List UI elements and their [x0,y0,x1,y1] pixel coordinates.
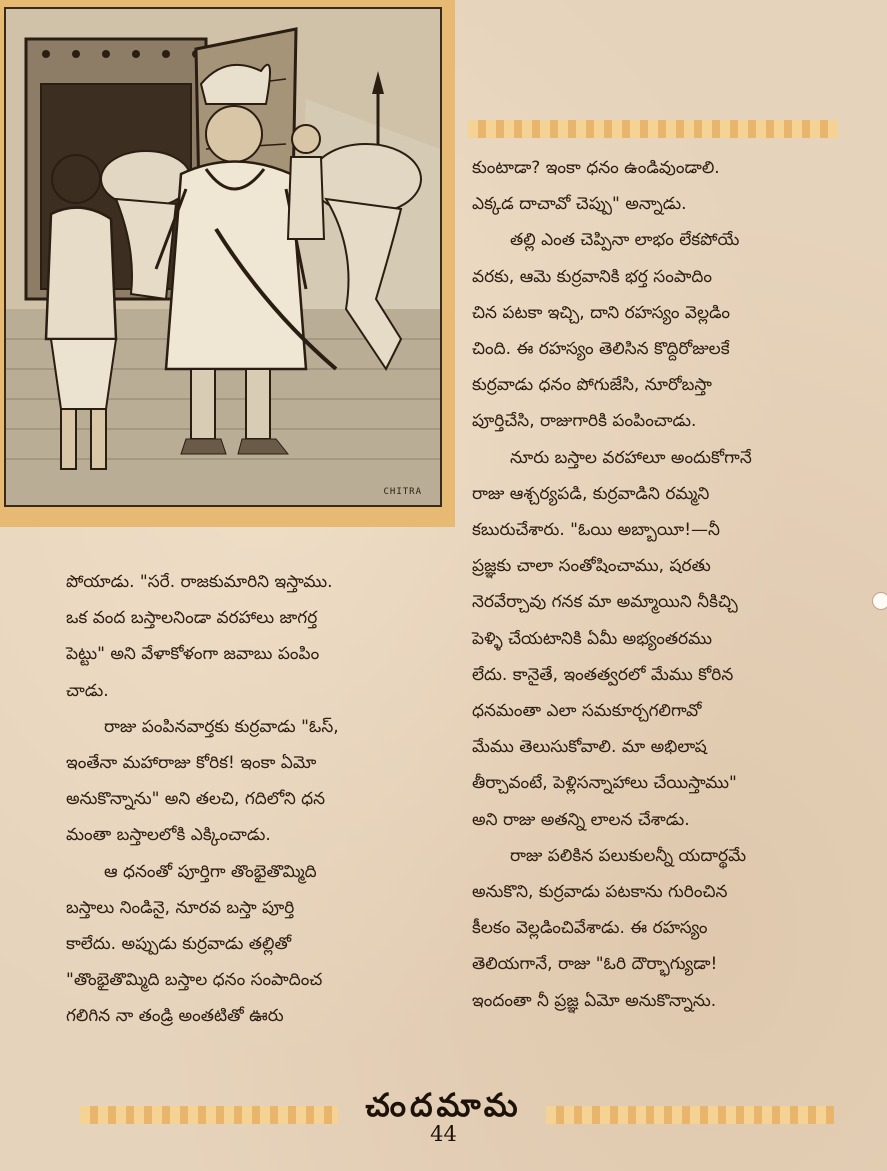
right-paragraph-4 [472,838,872,1019]
text-line: తెలియగానే, రాజు "ఓరి దౌర్భాగ్యుడా! [472,954,718,975]
text-line: పోయాడు. "సరే. రాజకుమారిని ఇస్తాము. [66,572,333,592]
text-line: చింది. ఈ రహస్యం తెలిసిన కొద్దిరోజులకే [472,339,730,360]
text-line: అనుకొన్నాను" అని తలచి, గదిలోని ధన [66,789,326,810]
page-number: 44 [430,1122,457,1146]
text-line: గలిగిన నా తండ్రి అంతటితో ఊరు [66,1006,284,1027]
text-line: రాజు ఆశ్చర్యపడి, కుర్రవాడిని రమ్మని [472,483,710,504]
illustration-drawing [6,9,440,505]
text-line: కబురుచేశారు. "ఓయి అబ్బాయీ!—నీ [472,520,720,541]
text-line: కుర్రవాడు ధనం పోగుజేసి, నూరోబస్తా [472,375,712,396]
text-line: కుంటాడా? ఇంకా ధనం ఉండివుండాలి. [472,158,720,178]
text-line: నెరవేర్చావు గనక మా అమ్మాయిని నీకిచ్చి [472,592,738,613]
text-line: ఒక వంద బస్తాలనిండా వరహాలు జాగర్త [66,608,318,629]
left-paragraph-1 [66,564,456,709]
text-line: బస్తాలు నిండినై, నూరవ బస్తా పూర్తి [66,897,295,918]
right-column [472,150,872,1019]
text-line: ప్రజ్ఞకు చాలా సంతోషించాము, షరతు [472,556,711,577]
text-line: అని రాజు అతన్ని లాలన చేశాడు. [472,809,690,830]
decorative-band-top [468,120,838,138]
text-line: ఎక్కడ దాచావో చెప్పు" అన్నాడు. [472,194,687,215]
right-paragraph-1 [472,150,872,222]
artist-signature: CHITRA [383,487,422,497]
text-line: తీర్చావంటే, పెళ్లిసన్నాహాలు చేయిస్తాము" [472,773,737,794]
text-line: రాజు పంపినవార్తకు కుర్రవాడు "ఓస్, [104,716,339,737]
right-paragraph-2 [472,222,872,439]
text-line: ఇంతేనా మహారాజు కోరిక! ఇంకా ఏమో [66,753,317,774]
illustration-frame [0,0,455,527]
left-paragraph-3 [66,854,456,1035]
magazine-masthead: చందమామ [365,1086,522,1124]
story-illustration [4,7,442,507]
text-line: తల్లి ఎంత చెప్పినా లాభం లేకపోయే [510,230,740,251]
left-column [66,564,456,1035]
left-paragraph-2 [66,709,456,854]
text-line: లేదు. కానైతే, ఇంతత్వరలో మేము కోరిన [472,664,734,685]
text-line: మేము తెలుసుకోవాలి. మా అభిలాష [472,737,707,758]
text-line: ఇందంతా నీ ప్రజ్ఞ ఏమో అనుకొన్నాను. [472,990,717,1011]
text-line: మంతా బస్తాలలోకి ఎక్కించాడు. [66,825,271,846]
text-line: పూర్తిచేసి, రాజుగారికి పంపించాడు. [472,411,697,432]
text-line: చిన పటకా ఇచ్చి, దాని రహస్యం వెల్లడిం [472,302,730,323]
text-line: పెళ్ళి చేయటానికి ఏమీ అభ్యంతరము [472,628,712,649]
text-line: వరకు, ఆమె కుర్రవానికి భర్త సంపాదిం [472,266,712,287]
binding-hole [872,592,887,610]
text-line: చాడు. [66,680,109,701]
text-line: కాలేదు. అప్పుడు కుర్రవాడు తల్లితో [66,934,292,955]
text-line: అనుకొని, కుర్రవాడు పటకాను గురించిన [472,882,728,903]
right-paragraph-3 [472,440,872,838]
text-line: ఆ ధనంతో పూర్తిగా తొంభైతొమ్మిది [104,861,317,882]
text-line: నూరు బస్తాల వరహాలూ అందుకోగానే [510,447,752,468]
text-line: రాజు పలికిన పలుకులన్నీ యదార్థమే [510,845,747,866]
text-line: "తొంభైతొమ్మిది బస్తాల ధనం సంపాదించ [66,970,323,991]
text-line: ధనమంతా ఎలా సమకూర్చగలిగావో [472,701,702,722]
text-line: కీలకం వెల్లడించివేశాడు. ఈ రహస్యం [472,918,708,939]
text-line: పెట్టు" అని వేళాకోళంగా జవాబు పంపిం [66,644,320,665]
